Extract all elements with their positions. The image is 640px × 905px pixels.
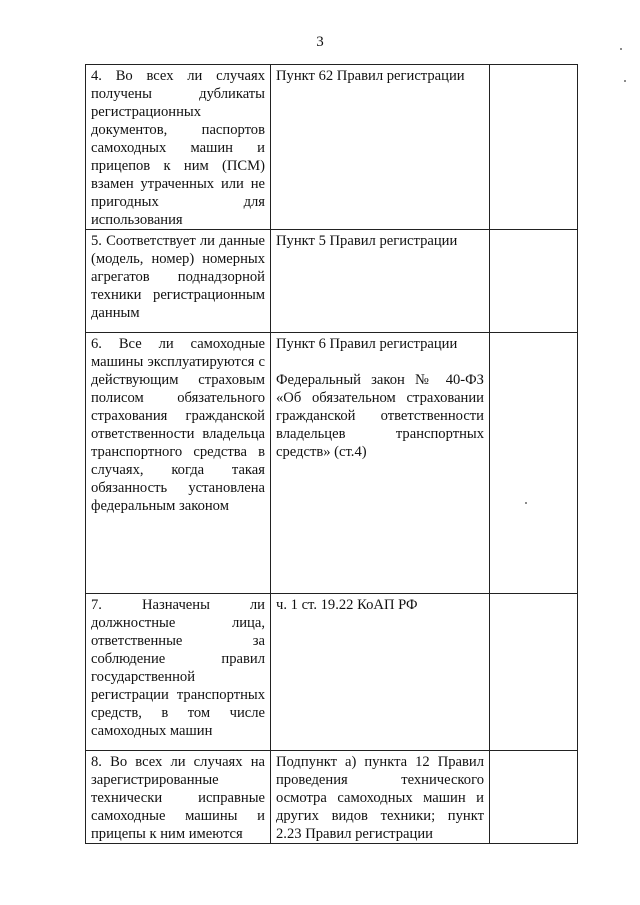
reference-text: Пункт 5 Правил регистрации <box>276 233 458 249</box>
question-cell: 4. Во всех ли случаях получены дубликаты регистрационных документов, паспортов самоходных машин и прицепов к ним (ПСМ) взамен утраченных или не пригодных для использования <box>86 65 271 230</box>
mark-cell <box>490 333 578 594</box>
reference-text: Пункт 6 Правил регистрации <box>276 336 458 352</box>
reference-cell <box>271 230 490 333</box>
scan-speck <box>525 502 527 504</box>
table-row <box>86 751 578 844</box>
mark-cell <box>490 594 578 751</box>
reference-cell <box>271 594 490 751</box>
table-row <box>86 594 578 751</box>
question-cell: 7. Назначены ли должностные лица, ответственные за соблюдение правил государственной регистрации транспортных средств, в том числе самоходных машин <box>86 594 271 751</box>
scan-speck <box>624 80 626 82</box>
question-cell: 8. Во всех ли случаях на зарегистрированные технически исправные самоходные машины и прицепы к ним имеются <box>86 751 271 844</box>
table-row <box>86 333 578 594</box>
question-cell: 5. Соответствует ли данные (модель, номер) номерных агрегатов поднадзорной техники регистрационным данным <box>86 230 271 333</box>
table-row <box>86 230 578 333</box>
reference-text: Пункт 62 Правил регистрации <box>276 68 465 84</box>
mark-cell <box>490 751 578 844</box>
mark-cell <box>490 230 578 333</box>
reference-cell <box>271 65 490 230</box>
reference-text: Подпункт а) пункта 12 Правил проведения технического осмотра самоходных машин и других видов техники; пункт 2.23 Правил регистрации <box>276 754 484 842</box>
scan-speck <box>620 48 622 50</box>
reference-cell <box>271 751 490 844</box>
reference-text: Федеральный закон № 40-ФЗ «Об обязательном страховании гражданской ответственности владельцев транспортных средств» (ст.4) <box>276 372 484 460</box>
mark-cell <box>490 65 578 230</box>
question-cell: 6. Все ли самоходные машины эксплуатируются с действующим страховым полисом обязательного страхования гражданской ответственности владельца транспортного средства в случаях, когда такая обязанность установлена федеральным законом <box>86 333 271 594</box>
reference-text: ч. 1 ст. 19.22 КоАП РФ <box>276 597 418 613</box>
reference-cell <box>271 333 490 594</box>
checklist-table <box>85 64 578 844</box>
page-number: 3 <box>316 34 324 50</box>
table-row <box>86 65 578 230</box>
